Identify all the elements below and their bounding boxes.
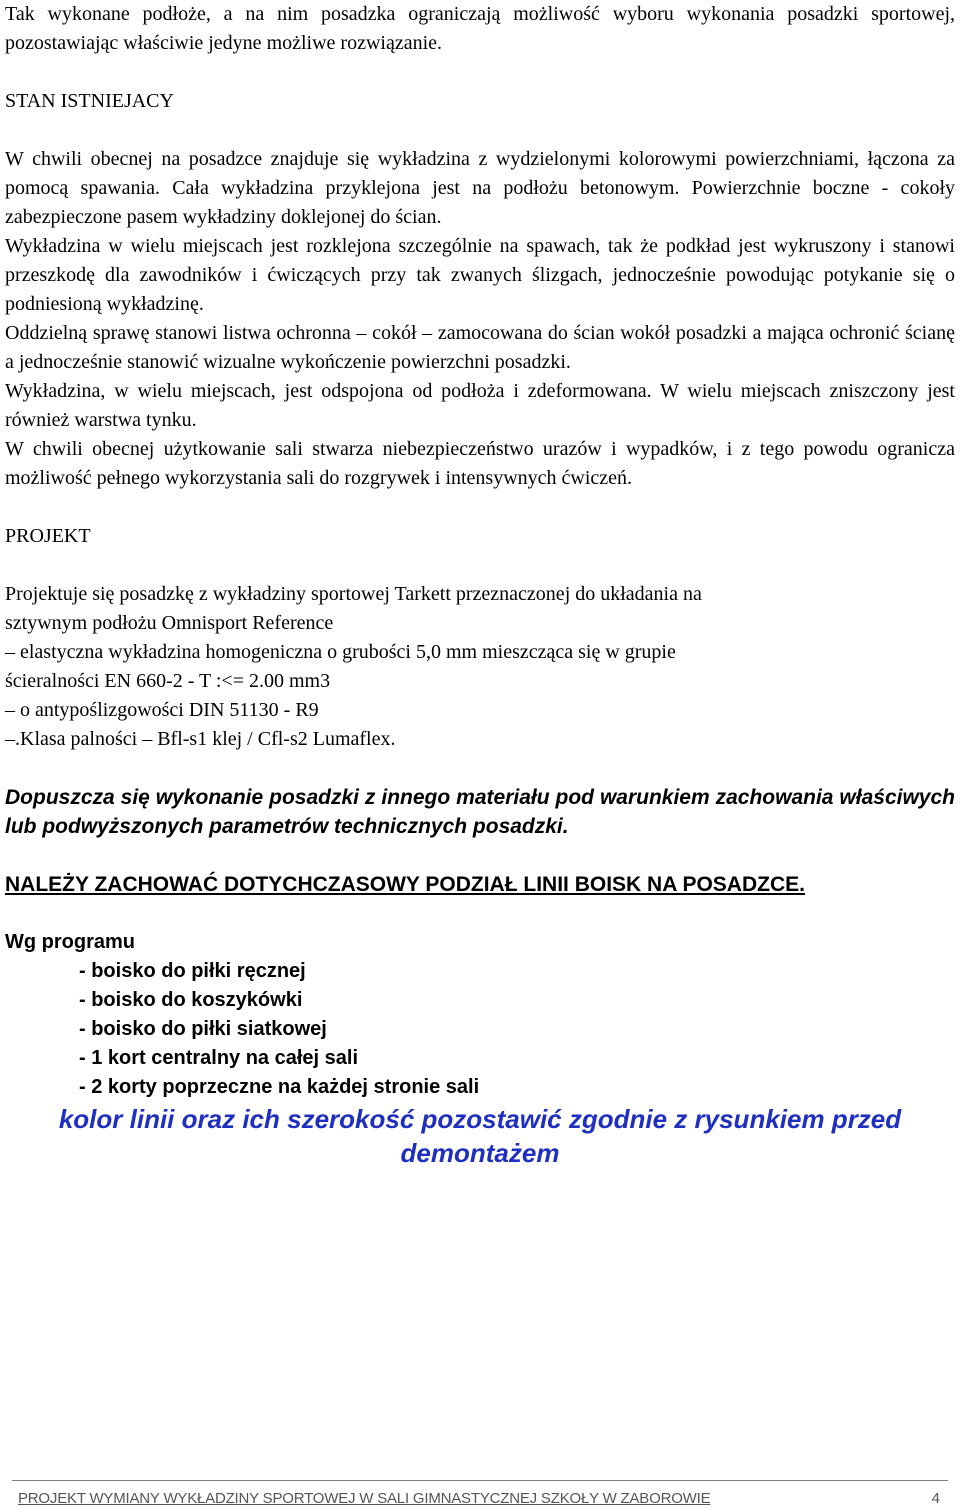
stan-paragraph-3: Oddzielną sprawę stanowi listwa ochronna – cokół – zamocowana do ścian wokół posadzki a mająca ochronić ścianę a jednocześnie stanowić wizualne wykończenie powierzchni posadzki. — [5, 322, 955, 373]
spacer — [5, 493, 955, 522]
line-color-note: kolor linii oraz ich szerokość pozostawić zgodnie z rysunkiem przed demontażem — [58, 1104, 902, 1168]
spacer — [5, 58, 955, 87]
stan-paragraph-5: W chwili obecnej użytkowanie sali stwarza niebezpieczeństwo urazów i wypadków, i z tego powodu ogranicza możliwość pełnego wykorzystania sali do rozgrywek i intensywnych ćwiczeń. — [5, 438, 955, 489]
line-division-notice: NALEŻY ZACHOWAĆ DOTYCHCZASOWY PODZIAŁ LINII BOISK NA POSADZCE. — [5, 873, 805, 896]
stan-paragraph-2: Wykładzina w wielu miejscach jest rozklejona szczególnie na spawach, tak że podkład jest wykruszony i stanowi przeszkodę dla zawodników i ćwiczących przy tak zwanych ślizgach, jednocześnie powodując potykanie się o podniesioną wykładzinę. — [5, 235, 955, 315]
list-item: - 2 korty poprzeczne na każdej stronie sali — [79, 1076, 480, 1098]
document-page — [5, 0, 955, 1170]
list-item: - boisko do koszykówki — [79, 989, 303, 1011]
spacer — [5, 116, 955, 145]
projekt-line-2: sztywnym podłożu Omnisport Reference — [5, 612, 334, 634]
page-footer — [12, 1480, 948, 1512]
section-heading-stan: STAN ISTNIEJACY — [5, 90, 174, 112]
section-heading-projekt: PROJEKT — [5, 525, 91, 547]
projekt-line-6: –.Klasa palności – Bfl-s1 klej / Cfl-s2 Lumaflex. — [5, 728, 396, 750]
projekt-line-5: – o antypoślizgowości DIN 51130 - R9 — [5, 699, 319, 721]
projekt-line-3: – elastyczna wykładzina homogeniczna o grubości 5,0 mm mieszcząca się w grupie — [5, 641, 676, 663]
spacer — [5, 551, 955, 580]
footer-title: PROJEKT WYMIANY WYKŁADZINY SPORTOWEJ W SALI GIMNASTYCZNEJ SZKOŁY W ZABOROWIE — [18, 1490, 711, 1507]
stan-paragraph-4: Wykładzina, w wielu miejscach, jest odspojona od podłoża i zdeformowana. W wielu miejscach zniszczony jest również warstwa tynku. — [5, 380, 955, 431]
stan-paragraph-1: W chwili obecnej na posadzce znajduje się wykładzina z wydzielonymi kolorowymi powierzchniami, łączona za pomocą spawania. Cała wykładzina przyklejona jest na podłożu betonowym. Powierzchnie boczne - cokoły zabezpieczone pasem wykładziny doklejonej do ścian. — [5, 148, 955, 228]
list-item: - 1 kort centralny na całej sali — [79, 1047, 359, 1069]
program-list — [5, 957, 955, 1102]
program-title: Wg programu — [5, 931, 135, 953]
alternative-material-notice: Dopuszcza się wykonanie posadzki z innego materiału pod warunkiem zachowania właściwych lub podwyższonych parametrów technicznych posadzki. — [5, 786, 955, 838]
spacer — [5, 841, 955, 870]
projekt-line-4: ścieralności EN 660-2 - T :<= 2.00 mm3 — [5, 670, 331, 692]
list-item: - boisko do piłki ręcznej — [79, 960, 306, 982]
spacer — [5, 754, 955, 783]
intro-paragraph: Tak wykonane podłoże, a na nim posadzka ograniczają możliwość wyboru wykonania posadzki sportowej, pozostawiając właściwie jedyne możliwe rozwiązanie. — [5, 3, 955, 54]
page-number: 4 — [931, 1490, 940, 1507]
spacer — [5, 899, 955, 928]
projekt-line-1: Projektuje się posadzkę z wykładziny sportowej Tarkett przeznaczonej do układania na — [5, 583, 702, 605]
list-item: - boisko do piłki siatkowej — [79, 1018, 327, 1040]
